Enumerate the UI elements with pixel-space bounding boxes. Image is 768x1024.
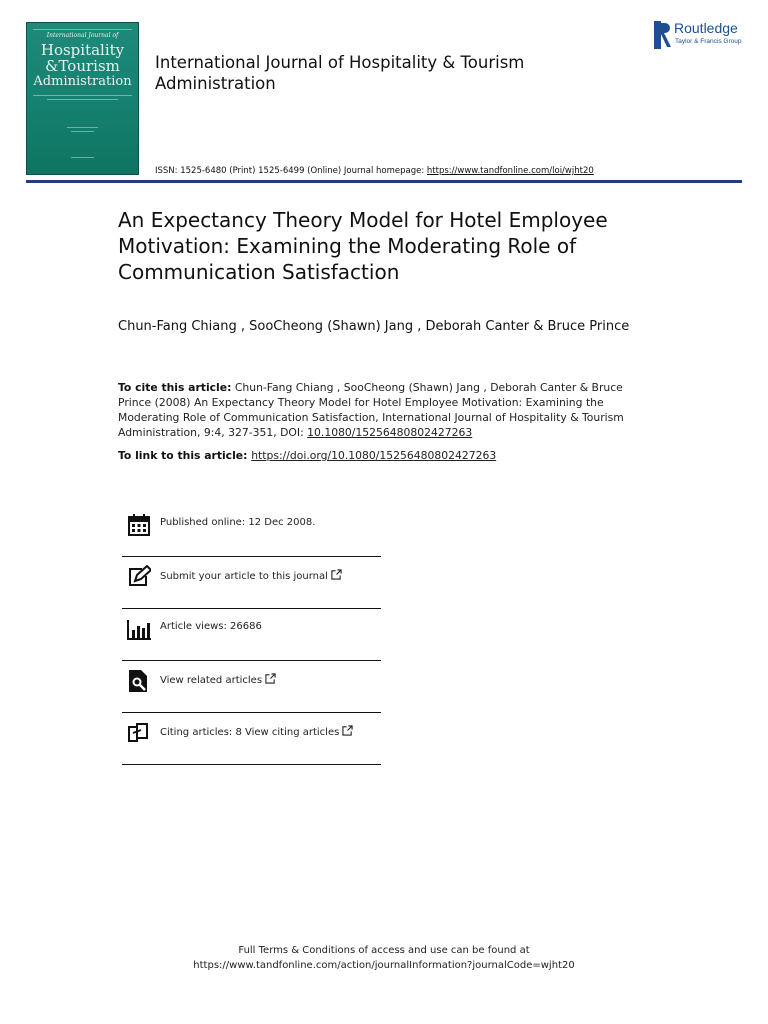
info-row-label[interactable]: View related articles: [160, 673, 276, 686]
issn-text: ISSN: 1525-6480 (Print) 1525-6499 (Online) Journal homepage:: [155, 166, 427, 176]
routledge-mark-icon: [654, 21, 672, 49]
citing-articles-icon: [127, 721, 151, 745]
info-row-label[interactable]: Citing articles: 8 View citing articles: [160, 725, 353, 738]
footer-line1: Full Terms & Conditions of access and use can be found at: [238, 945, 530, 956]
edit-icon: [127, 565, 151, 589]
search-document-icon: [127, 669, 151, 693]
footer-terms-url[interactable]: https://www.tandfonline.com/action/journalInformation?journalCode=wjht20: [193, 960, 575, 971]
article-doi-url[interactable]: https://doi.org/10.1080/15256480802427263: [251, 449, 497, 462]
article-info-list: [122, 505, 381, 765]
cover-title-line2: &Tourism: [45, 57, 120, 75]
cover-header-text: International Journal of: [46, 32, 119, 39]
info-row-published: [122, 505, 381, 557]
external-link-icon: [265, 673, 276, 684]
info-row-submit[interactable]: [122, 557, 381, 609]
footer: [0, 943, 768, 973]
bar-chart-icon: [127, 617, 151, 641]
publisher-brand: Routledge: [674, 20, 738, 36]
cite-label: To cite this article:: [118, 381, 232, 394]
info-row-label: Article views: 26686: [160, 621, 262, 632]
issn-line: [155, 166, 594, 176]
cover-title-line1: Hospitality: [40, 41, 125, 59]
info-row-label: Published online: 12 Dec 2008.: [160, 517, 316, 528]
publisher-sub: Taylor & Francis Group: [675, 38, 742, 45]
info-row-citing[interactable]: [122, 713, 381, 765]
info-row-label[interactable]: Submit your article to this journal: [160, 569, 342, 582]
cover-title-line3: Administration: [33, 74, 132, 89]
journal-cover-image: [26, 22, 139, 175]
cite-text: Chun-Fang Chiang , SooCheong (Shawn) Jang , Deborah Canter & Bruce Prince (2008) An Expectancy Theory Model for Hotel Employee Motivation: Examining the Moderating Role of Communication Satisfaction, International Journal of Hospitality & Tourism Administration, 9:4, 327-351, DOI:: [118, 381, 624, 439]
article-link-line: [118, 449, 496, 462]
info-row-views: [122, 609, 381, 661]
article-authors: Chun-Fang Chiang , SooCheong (Shawn) Jang , Deborah Canter & Bruce Prince: [118, 319, 630, 334]
info-row-related[interactable]: [122, 661, 381, 713]
link-label: To link to this article:: [118, 449, 252, 462]
calendar-icon: [127, 513, 151, 537]
header-divider: [26, 180, 742, 183]
external-link-icon: [342, 725, 353, 736]
doi-link[interactable]: 10.1080/15256480802427263: [307, 426, 473, 439]
publisher-logo[interactable]: [654, 20, 749, 50]
external-link-icon: [331, 569, 342, 580]
citation-block: [118, 380, 658, 440]
article-title: An Expectancy Theory Model for Hotel Employee Motivation: Examining the Moderating Role of Communication Satisfaction: [118, 208, 608, 284]
journal-name: International Journal of Hospitality & Tourism Administration: [155, 53, 525, 93]
journal-homepage-link[interactable]: https://www.tandfonline.com/loi/wjht20: [426, 166, 594, 176]
